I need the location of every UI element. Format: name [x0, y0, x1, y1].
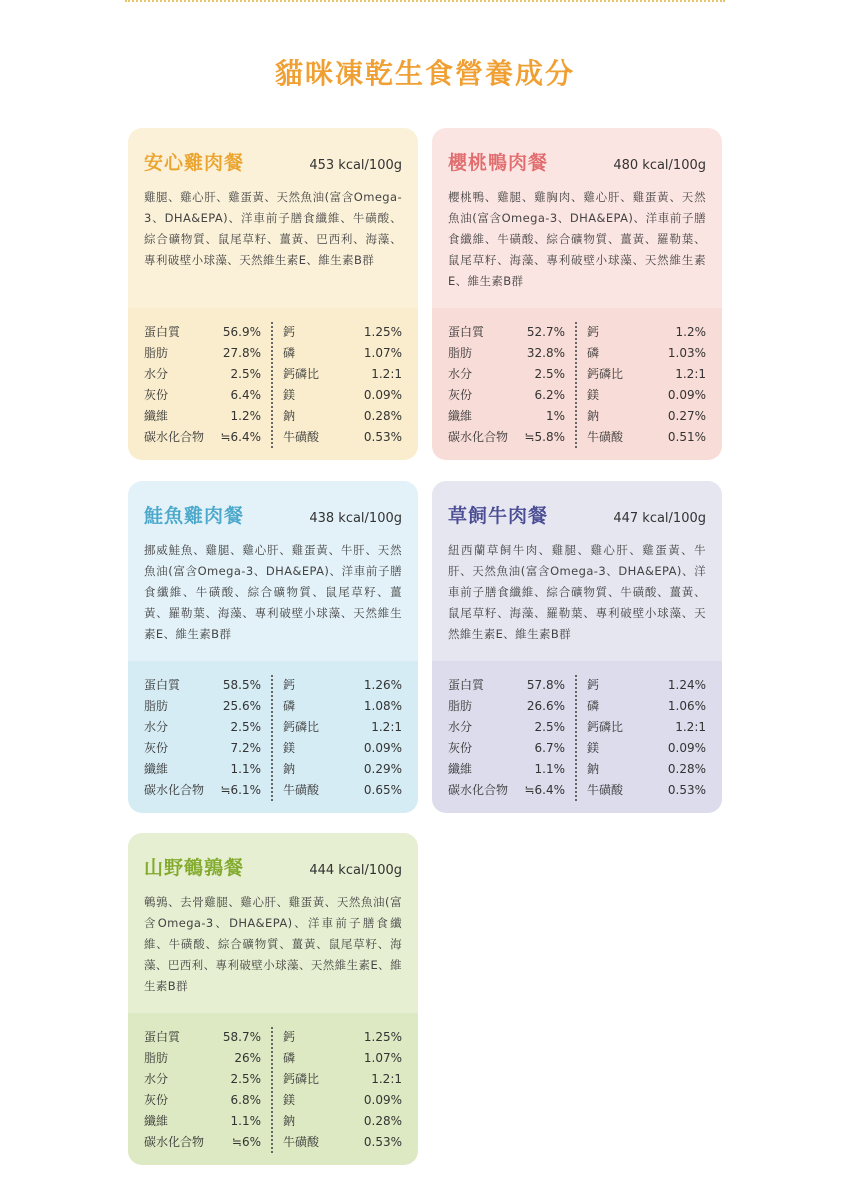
nutrition-row: 灰份 6.8%	[144, 1093, 261, 1107]
nutrition-row: 灰份 7.2%	[144, 741, 261, 755]
nutrition-row: 鈣 1.25%	[283, 1030, 402, 1044]
nutrition-row: 水分 2.5%	[144, 1072, 261, 1086]
nutrition-table	[432, 308, 722, 460]
nutrition-column-minerals	[577, 675, 706, 801]
recipe-calories: 447 kcal/100g	[613, 511, 706, 526]
nutrition-row: 鈣磷比 1.2:1	[587, 720, 706, 734]
nutrition-column-main	[448, 322, 577, 448]
card-header	[144, 501, 402, 528]
recipe-calories: 438 kcal/100g	[309, 511, 402, 526]
recipe-card-chicken	[128, 128, 418, 460]
nutrition-row: 碳水化合物 ≒6.1%	[144, 783, 261, 797]
recipe-name: 櫻桃鴨肉餐	[448, 152, 549, 174]
nutrition-row: 纖維 1.1%	[144, 1114, 261, 1128]
card-description	[128, 833, 418, 1013]
nutrition-column-minerals	[273, 675, 402, 801]
nutrition-row: 水分 2.5%	[448, 367, 565, 381]
nutrition-row: 牛磺酸 0.53%	[283, 1135, 402, 1149]
recipe-card-salmon	[128, 481, 418, 813]
recipe-calories: 453 kcal/100g	[309, 158, 402, 173]
card-description	[432, 481, 722, 661]
nutrition-row: 鈉 0.29%	[283, 762, 402, 776]
recipe-name: 安心雞肉餐	[144, 152, 245, 174]
recipe-card-duck	[432, 128, 722, 460]
nutrition-row: 鈣磷比 1.2:1	[283, 720, 402, 734]
card-header	[144, 148, 402, 175]
nutrition-row: 蛋白質 52.7%	[448, 325, 565, 339]
nutrition-row: 碳水化合物 ≒5.8%	[448, 430, 565, 444]
nutrition-row: 磷 1.07%	[283, 1051, 402, 1065]
recipe-name: 山野鵪鶉餐	[144, 857, 245, 879]
nutrition-row: 蛋白質 58.5%	[144, 678, 261, 692]
nutrition-row: 磷 1.03%	[587, 346, 706, 360]
nutrition-row: 脂肪 26.6%	[448, 699, 565, 713]
nutrition-row: 碳水化合物 ≒6%	[144, 1135, 261, 1149]
nutrition-row: 脂肪 25.6%	[144, 699, 261, 713]
nutrition-column-minerals	[273, 1027, 402, 1153]
nutrition-row: 牛磺酸 0.65%	[283, 783, 402, 797]
nutrition-row: 脂肪 26%	[144, 1051, 261, 1065]
nutrition-row: 牛磺酸 0.53%	[587, 783, 706, 797]
top-dotted-divider	[125, 0, 725, 3]
recipe-calories: 444 kcal/100g	[309, 863, 402, 878]
nutrition-row: 灰份 6.4%	[144, 388, 261, 402]
page-title: 貓咪凍乾生食營養成分	[274, 57, 575, 90]
nutrition-row: 纖維 1.2%	[144, 409, 261, 423]
nutrition-table	[128, 661, 418, 813]
nutrition-column-minerals	[273, 322, 402, 448]
recipe-name: 草飼牛肉餐	[448, 505, 549, 527]
recipe-card-beef	[432, 481, 722, 813]
nutrition-row: 碳水化合物 ≒6.4%	[144, 430, 261, 444]
nutrition-row: 磷 1.08%	[283, 699, 402, 713]
nutrition-row: 灰份 6.7%	[448, 741, 565, 755]
nutrition-row: 鎂 0.09%	[587, 741, 706, 755]
nutrition-column-minerals	[577, 322, 706, 448]
nutrition-row: 鈉 0.28%	[283, 1114, 402, 1128]
nutrition-row: 鈣磷比 1.2:1	[283, 1072, 402, 1086]
nutrition-column-main	[144, 675, 273, 801]
nutrition-column-main	[144, 1027, 273, 1153]
nutrition-row: 鈣 1.2%	[587, 325, 706, 339]
nutrition-row: 纖維 1%	[448, 409, 565, 423]
nutrition-row: 蛋白質 57.8%	[448, 678, 565, 692]
nutrition-row: 水分 2.5%	[144, 367, 261, 381]
ingredients-text: 櫻桃鴨、雞腿、雞胸肉、雞心肝、雞蛋黃、天然魚油(富含Omega-3、DHA&EPA)、洋車前子膳食纖維、牛磺酸、綜合礦物質、薑黃、羅勒葉、鼠尾草籽、海藻、專利破壁小球藻、天然維生素E、維生素B群	[448, 190, 706, 288]
card-header	[144, 853, 402, 880]
nutrition-row: 灰份 6.2%	[448, 388, 565, 402]
nutrition-row: 牛磺酸 0.51%	[587, 430, 706, 444]
recipe-name: 鮭魚雞肉餐	[144, 505, 245, 527]
nutrition-row: 蛋白質 56.9%	[144, 325, 261, 339]
card-header	[448, 148, 706, 175]
nutrition-row: 鈣磷比 1.2:1	[587, 367, 706, 381]
card-description	[128, 481, 418, 661]
nutrition-row: 鈣磷比 1.2:1	[283, 367, 402, 381]
nutrition-column-main	[448, 675, 577, 801]
nutrition-row: 鎂 0.09%	[283, 388, 402, 402]
nutrition-row: 鈣 1.25%	[283, 325, 402, 339]
nutrition-row: 水分 2.5%	[448, 720, 565, 734]
card-header	[448, 501, 706, 528]
nutrition-row: 鎂 0.09%	[283, 741, 402, 755]
nutrition-row: 磷 1.06%	[587, 699, 706, 713]
nutrition-row: 鈉 0.28%	[587, 762, 706, 776]
nutrition-table	[128, 308, 418, 460]
nutrition-table	[432, 661, 722, 813]
nutrition-row: 鈣 1.24%	[587, 678, 706, 692]
nutrition-row: 鎂 0.09%	[587, 388, 706, 402]
nutrition-row: 脂肪 27.8%	[144, 346, 261, 360]
nutrition-table	[128, 1013, 418, 1165]
recipe-card-quail	[128, 833, 418, 1165]
nutrition-row: 磷 1.07%	[283, 346, 402, 360]
recipe-calories: 480 kcal/100g	[613, 158, 706, 173]
nutrition-row: 鈣 1.26%	[283, 678, 402, 692]
nutrition-column-main	[144, 322, 273, 448]
nutrition-row: 鎂 0.09%	[283, 1093, 402, 1107]
nutrition-row: 鈉 0.28%	[283, 409, 402, 423]
nutrition-row: 水分 2.5%	[144, 720, 261, 734]
nutrition-row: 纖維 1.1%	[144, 762, 261, 776]
nutrition-row: 蛋白質 58.7%	[144, 1030, 261, 1044]
nutrition-row: 脂肪 32.8%	[448, 346, 565, 360]
nutrition-row: 牛磺酸 0.53%	[283, 430, 402, 444]
nutrition-row: 碳水化合物 ≒6.4%	[448, 783, 565, 797]
nutrition-row: 纖維 1.1%	[448, 762, 565, 776]
ingredients-text: 鵪鶉、去骨雞腿、雞心肝、雞蛋黃、天然魚油(富含Omega-3、DHA&EPA)、洋車前子膳食纖維、牛磺酸、綜合礦物質、薑黃、鼠尾草籽、海藻、巴西利、專利破壁小球藻、天然維生素E、維生素B群	[144, 895, 402, 993]
ingredients-text: 挪威鮭魚、雞腿、雞心肝、雞蛋黃、牛肝、天然魚油(富含Omega-3、DHA&EPA)、洋車前子膳食纖維、牛磺酸、綜合礦物質、鼠尾草籽、薑黃、羅勒葉、海藻、專利破壁小球藻、天然維生素E、維生素B群	[144, 543, 402, 641]
ingredients-text: 雞腿、雞心肝、雞蛋黃、天然魚油(富含Omega-3、DHA&EPA)、洋車前子膳食纖維、牛磺酸、綜合礦物質、鼠尾草籽、薑黃、巴西利、海藻、專利破壁小球藻、天然維生素E、維生素B群	[144, 190, 402, 267]
card-description	[128, 128, 418, 308]
nutrition-row: 鈉 0.27%	[587, 409, 706, 423]
card-description	[432, 128, 722, 308]
ingredients-text: 紐西蘭草飼牛肉、雞腿、雞心肝、雞蛋黃、牛肝、天然魚油(富含Omega-3、DHA&EPA)、洋車前子膳食纖維、綜合礦物質、牛磺酸、薑黃、鼠尾草籽、海藻、羅勒葉、專利破壁小球藻、天然維生素E、維生素B群	[448, 543, 706, 641]
